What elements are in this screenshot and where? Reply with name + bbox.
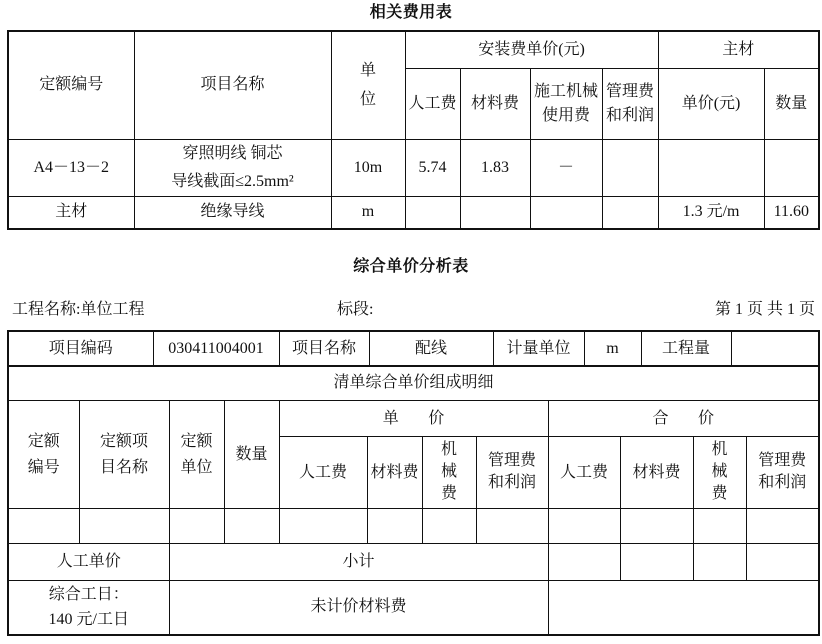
detail-header-unit-price-group: 单 价 bbox=[279, 401, 548, 437]
unit-price-material: 材料费 bbox=[367, 437, 422, 509]
related-costs-table bbox=[7, 30, 820, 230]
empty-cell bbox=[224, 509, 279, 544]
unit-price-management-profit: 管理费和利润 bbox=[487, 452, 536, 491]
subtotal-row bbox=[8, 544, 819, 581]
item-code-label: 项目编码 bbox=[8, 331, 153, 366]
empty-cell bbox=[548, 509, 620, 544]
header-quota-code: 定额编号 bbox=[8, 31, 134, 139]
total-price-machinery: 机械费 bbox=[711, 441, 728, 502]
detail-header-total-price-group: 合 价 bbox=[548, 401, 819, 437]
header-material: 材料费 bbox=[460, 68, 530, 139]
analysis-summary-table bbox=[7, 330, 820, 367]
header-machinery-cell bbox=[530, 68, 602, 139]
summary-row bbox=[8, 331, 819, 366]
labor-unit-price-label: 人工单价 bbox=[8, 544, 169, 581]
project-name: 工程名称:单位工程 bbox=[12, 301, 145, 318]
header-labor: 人工费 bbox=[405, 68, 460, 139]
detail-empty-row bbox=[8, 509, 819, 544]
total-price-management-cell bbox=[746, 437, 819, 509]
item-name-label: 项目名称 bbox=[279, 331, 369, 366]
header-management-profit-cell bbox=[602, 68, 658, 139]
total-price-labor: 人工费 bbox=[548, 437, 620, 509]
row-main-quantity bbox=[764, 139, 819, 196]
header-install-unit-price: 安装费单价(元) bbox=[405, 31, 658, 68]
table-row bbox=[8, 139, 819, 196]
row-unit: 10m bbox=[331, 139, 405, 196]
header-row-1 bbox=[8, 31, 819, 68]
total-price-machinery-cell bbox=[693, 437, 746, 509]
unit-value: m bbox=[584, 331, 641, 366]
empty-cell bbox=[422, 509, 476, 544]
empty-cell bbox=[367, 509, 422, 544]
row-machinery bbox=[530, 196, 602, 229]
quantity-label: 工程量 bbox=[641, 331, 731, 366]
detail-header-quota-code: 定额编号 bbox=[27, 432, 60, 476]
row-material: 1.83 bbox=[460, 139, 530, 196]
detail-header-quota-code-cell bbox=[8, 401, 79, 509]
empty-cell bbox=[746, 544, 819, 581]
total-price-material: 材料费 bbox=[620, 437, 693, 509]
empty-cell bbox=[79, 509, 169, 544]
row-machinery: － bbox=[530, 139, 602, 196]
empty-cell bbox=[476, 509, 548, 544]
empty-cell bbox=[620, 509, 693, 544]
row-unit: m bbox=[331, 196, 405, 229]
row-quota-code: A4－13－2 bbox=[8, 139, 134, 196]
row-item-name-cell bbox=[134, 139, 331, 196]
detail-header-quota-name: 定额项目名称 bbox=[99, 432, 148, 476]
row-main-unit-price: 1.3 元/m bbox=[658, 196, 764, 229]
empty-cell bbox=[169, 509, 224, 544]
detail-title: 清单综合单价组成明细 bbox=[8, 366, 819, 401]
empty-cell bbox=[548, 581, 819, 635]
work-day-cell bbox=[8, 581, 169, 635]
unit-price-machinery-cell bbox=[422, 437, 476, 509]
row-main-quantity: 11.60 bbox=[764, 196, 819, 229]
unit-price-labor: 人工费 bbox=[279, 437, 367, 509]
unpriced-material-row bbox=[8, 581, 819, 635]
empty-cell bbox=[693, 509, 746, 544]
row-quota-code: 主材 bbox=[8, 196, 134, 229]
analysis-detail-table bbox=[7, 365, 820, 636]
empty-cell bbox=[620, 544, 693, 581]
section-label: 标段: bbox=[337, 301, 374, 318]
header-main-material: 主材 bbox=[658, 31, 819, 68]
row-item-name: 绝缘导线 bbox=[134, 196, 331, 229]
detail-header-row-1 bbox=[8, 401, 819, 437]
unit-price-analysis-title: 综合单价分析表 bbox=[353, 256, 469, 275]
detail-header-quota-name-cell bbox=[79, 401, 169, 509]
empty-cell bbox=[693, 544, 746, 581]
empty-cell bbox=[8, 509, 79, 544]
empty-cell bbox=[548, 544, 620, 581]
unit-price-management-cell bbox=[476, 437, 548, 509]
row-labor bbox=[405, 196, 460, 229]
row-main-unit-price bbox=[658, 139, 764, 196]
subtotal-label: 小计 bbox=[169, 544, 548, 581]
unit-label: 计量单位 bbox=[493, 331, 584, 366]
detail-title-row bbox=[8, 366, 819, 401]
unpriced-material-label: 未计价材料费 bbox=[169, 581, 548, 635]
row-management-profit bbox=[602, 139, 658, 196]
row-management-profit bbox=[602, 196, 658, 229]
table-row bbox=[8, 196, 819, 229]
row-item-name-line: 穿照明线 铜芯 bbox=[182, 144, 283, 162]
total-price-management-profit: 管理费和利润 bbox=[758, 452, 807, 491]
empty-cell bbox=[279, 509, 367, 544]
header-main-unit-price: 单价(元) bbox=[658, 68, 764, 139]
work-day-label: 综合工日： bbox=[48, 586, 129, 604]
related-costs-title: 相关费用表 bbox=[369, 2, 453, 21]
empty-cell bbox=[746, 509, 819, 544]
item-name: 配线 bbox=[369, 331, 493, 366]
detail-header-quota-unit: 定额单位 bbox=[180, 432, 213, 476]
header-main-quantity: 数量 bbox=[764, 68, 819, 139]
unit-price-machinery: 机械费 bbox=[440, 441, 457, 502]
header-unit-cell bbox=[331, 31, 405, 139]
detail-header-quantity: 数量 bbox=[224, 401, 279, 509]
header-item-name: 项目名称 bbox=[134, 31, 331, 139]
row-labor: 5.74 bbox=[405, 139, 460, 196]
work-day-rate: 140 元/工日 bbox=[48, 611, 129, 629]
header-unit: 单位 bbox=[359, 62, 376, 109]
detail-header-quota-unit-cell bbox=[169, 401, 224, 509]
header-machinery: 施工机械使用费 bbox=[533, 82, 598, 124]
row-material bbox=[460, 196, 530, 229]
header-management-profit: 管理费和利润 bbox=[606, 82, 655, 124]
row-item-name-line: 导线截面≤2.5mm² bbox=[171, 172, 294, 190]
item-code: 030411004001 bbox=[153, 331, 279, 366]
page-info: 第 1 页 共 1 页 bbox=[714, 301, 815, 318]
quantity-value bbox=[731, 331, 819, 366]
